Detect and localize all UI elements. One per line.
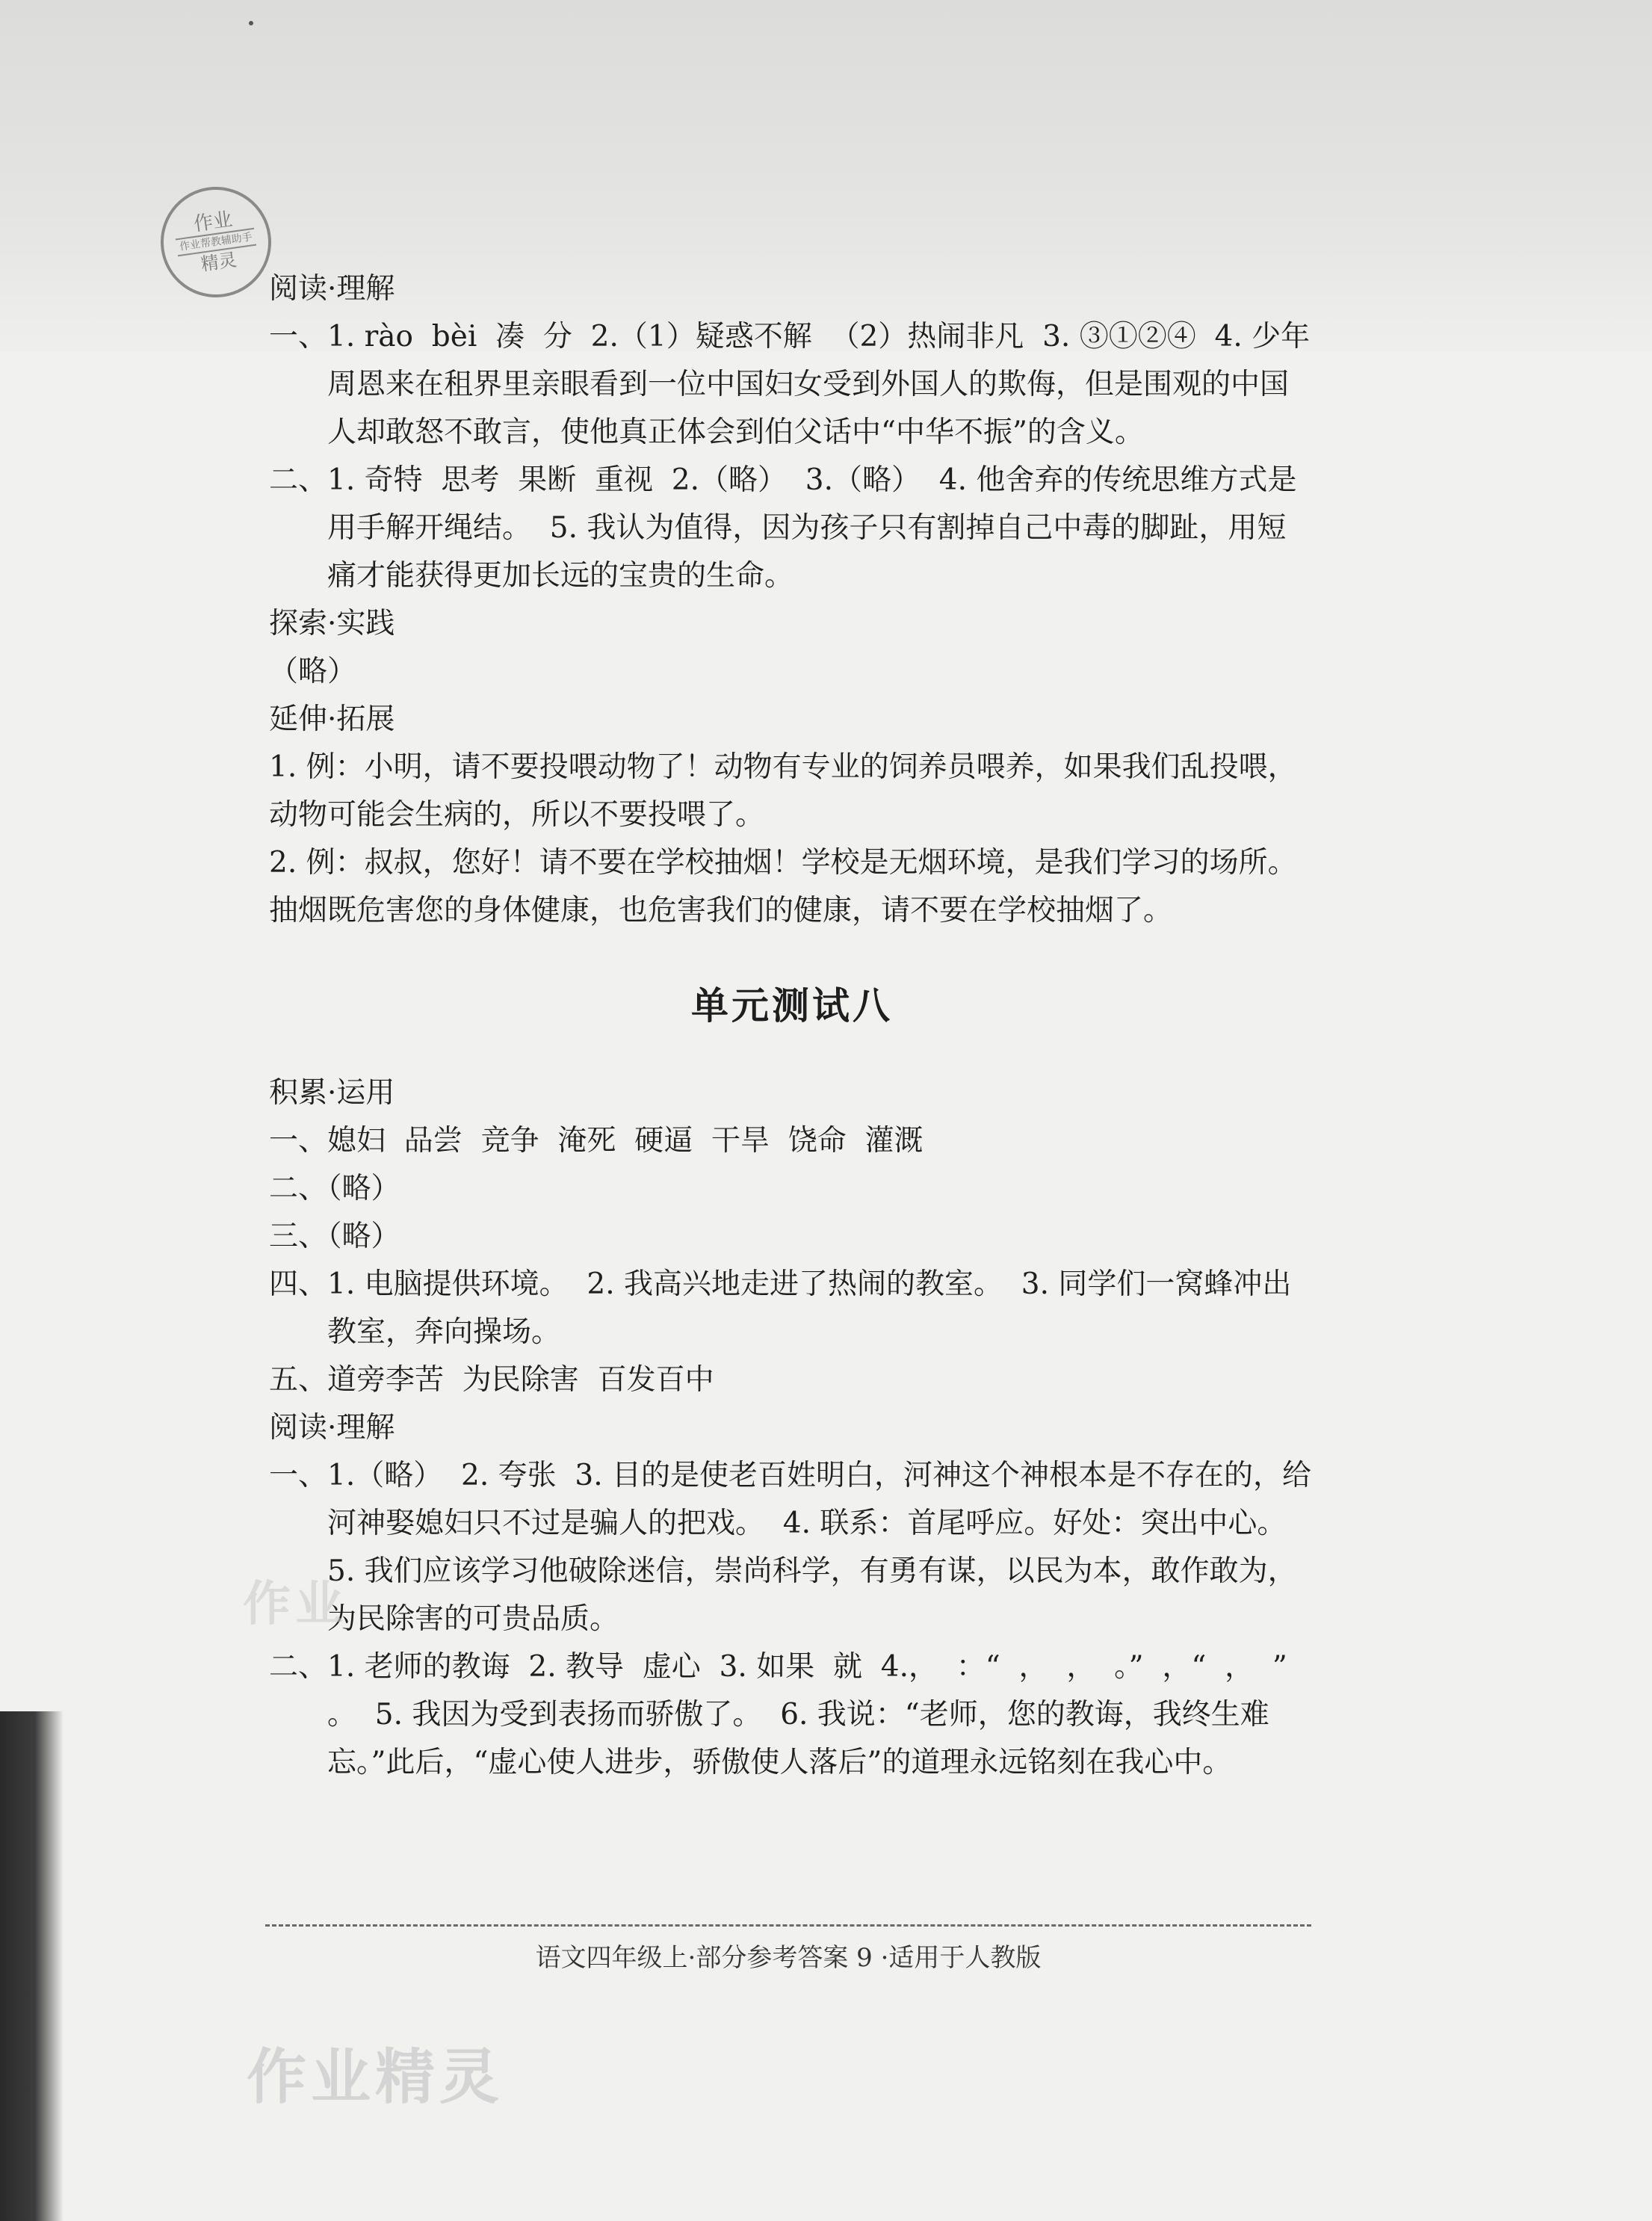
- answer-item: 二、（略）: [269, 1172, 400, 1205]
- section-heading: 阅读·理解: [269, 272, 395, 306]
- answer-item: 四、1. 电脑提供环境。 2. 我高兴地走进了热闹的教室。 3. 同学们一窝蜂冲出教室，奔向操场。: [269, 1267, 1292, 1349]
- stamp-text: 作业帮教辅助手: [176, 228, 256, 257]
- section-heading: 积累·运用: [269, 1076, 395, 1110]
- unit-title: 单元测试八: [691, 984, 893, 1028]
- watermark: 作业: [243, 1577, 347, 1632]
- watermark: 作业精灵: [247, 2042, 504, 2112]
- answer-content: [269, 265, 1315, 1787]
- answer-paragraph: 1. 例：小明，请不要投喂动物了！动物有专业的饲养员喂养，如果我们乱投喂，动物可能会生病的，所以不要投喂了。: [269, 750, 1297, 832]
- answer-item: 三、（略）: [269, 1220, 400, 1253]
- answer-item: 二、1. 老师的教诲 2. 教导 虚心 3. 如果 就 4.， ：“ ， ， 。” ，“ ， ” 。 5. 我因为受到表扬而骄傲了。 6. 我说：“老师，您的教诲，我终生难忘。”此后，“虚心使人进步，骄傲使人落后”的道理永远铭刻在我心中。: [269, 1650, 1306, 1779]
- section-heading: 延伸·拓展: [269, 702, 395, 736]
- section-heading: 阅读·理解: [269, 1411, 395, 1445]
- stamp-text: 作业: [192, 208, 235, 236]
- answer-paragraph: 2. 例：叔叔，您好！请不要在学校抽烟！学校是无烟环境，是我们学习的场所。抽烟既危害您的身体健康，也危害我们的健康，请不要在学校抽烟了。: [269, 846, 1297, 927]
- page-footer: 语文四年级上·部分参考答案 9 ·适用于人教版: [265, 1924, 1311, 1974]
- answer-item: 五、道旁李苦 为民除害 百发百中: [269, 1363, 714, 1397]
- answer-item: 二、1. 奇特 思考 果断 重视 2.（略） 3.（略） 4. 他舍弃的传统思维方式是用手解开绳结。 5. 我认为值得，因为孩子只有割掉自己中毒的脚趾，用短痛才能获得更加长远的宝贵的生命。: [269, 463, 1297, 593]
- answer-paragraph: （略）: [269, 655, 357, 688]
- scan-edge-shadow: [0, 1711, 64, 2221]
- section-heading: 探索·实践: [269, 607, 395, 640]
- answer-item: 一、1. rào bèi 凑 分 2.（1）疑惑不解 （2）热闹非凡 3. ③①②④ 4. 少年周恩来在租界里亲眼看到一位中国妇女受到外国人的欺侮，但是围观的中国人却敢怒不敢言，使他真正体会到伯父话中“中华不振”的含义。: [269, 320, 1311, 449]
- answer-item: 一、1.（略） 2. 夸张 3. 目的是使老百姓明白，河神这个神根本是不存在的，给河神娶媳妇只不过是骗人的把戏。 4. 联系：首尾呼应。好处：突出中心。 5. 我们应该学习他破除迷信，崇尚科学，有勇有谋，以民为本，敢作敢为，为民除害的可贵品质。: [269, 1459, 1312, 1636]
- answer-item: 一、媳妇 品尝 竞争 淹死 硬逼 干旱 饶命 灌溉: [269, 1124, 924, 1158]
- scan-speck: [249, 21, 253, 25]
- stamp-text: 精灵: [199, 249, 238, 275]
